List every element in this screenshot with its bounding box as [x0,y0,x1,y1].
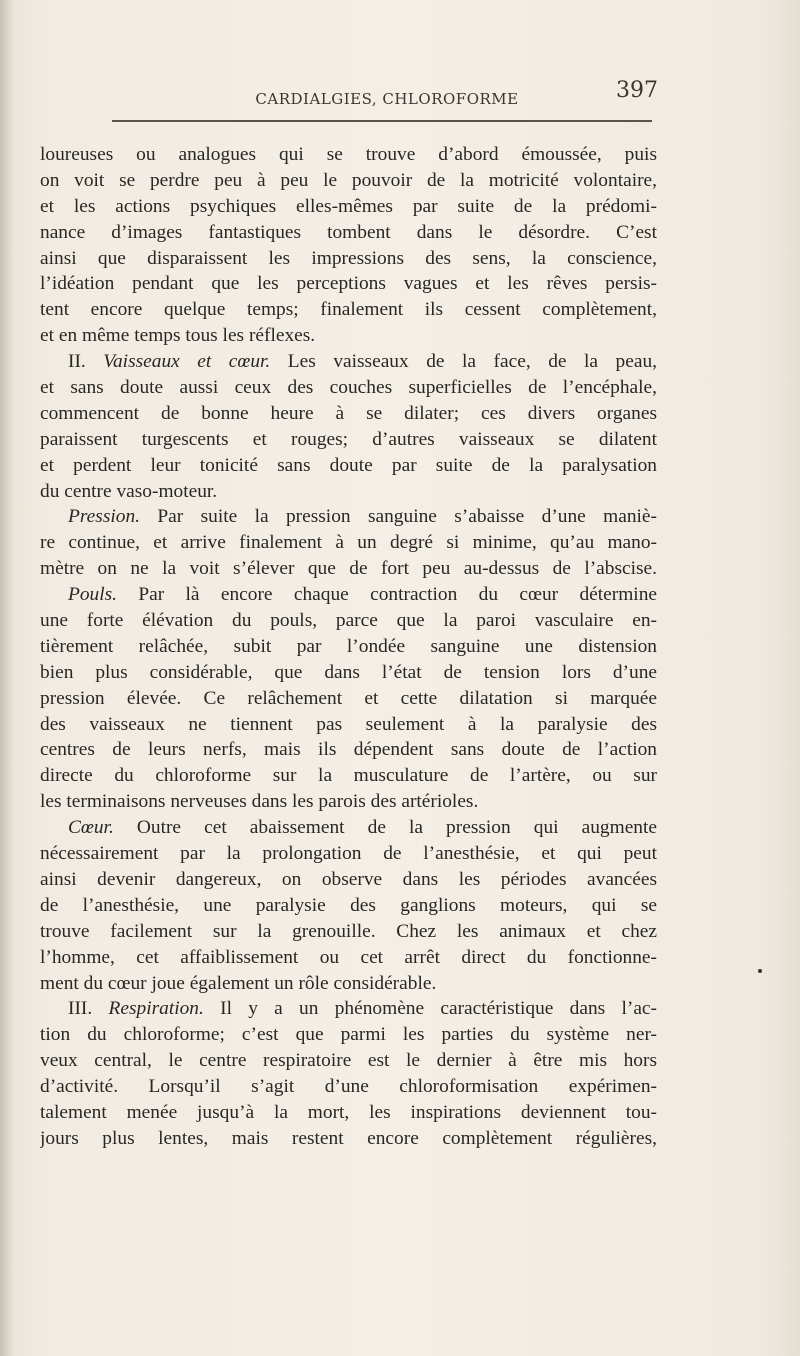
text-line: trouve facilement sur la grenouille. Chez les animaux et chez [40,920,657,942]
text-line: ment du cœur joue également un rôle considérable. [40,972,437,994]
text-line: tent encore quelque temps; finalement ils cessent complètement, [40,299,657,321]
text-line: nécessairement par la prolongation de l’anesthésie, et qui peut [40,843,657,865]
text-line: talement menée jusqu’à la mort, les inspirations deviennent tou- [40,1101,657,1123]
running-head: CARDIALGIES, CHLOROFORME [255,90,519,108]
page-number: 397 [616,78,658,103]
text-line: ainsi devenir dangereux, on observe dans les périodes avancées [40,868,657,890]
text-line: les terminaisons nerveuses dans les parois des artérioles. [40,791,479,813]
text-line: et sans doute aussi ceux des couches superficielles de l’encéphale, [40,377,657,399]
text-line: et en même temps tous les réflexes. [40,325,316,347]
subsection-title-italic: Pression. [68,506,140,528]
subsection-line: Cœur. Outre cet abaissement de la pression qui augmente [68,817,657,839]
text-line: bien plus considérable, que dans l’état de tension lors d’une [40,661,657,683]
text-line: et les actions psychiques elles-mêmes par suite de la prédomi- [40,195,657,217]
text-line: on voit se perdre peu à peu le pouvoir de la motricité volontaire, [40,169,657,191]
text-line: pression élevée. Ce relâchement et cette dilatation si marquée [40,687,657,709]
section-title-italic: Vaisseaux et cœur. [103,351,271,373]
text-line: ainsi que disparaissent les impressions des sens, la conscience, [40,247,657,269]
text-line: et perdent leur tonicité sans doute par suite de la paralysation [40,454,657,476]
body-text [40,142,657,1302]
text-line: l’idéation pendant que les perceptions vagues et les rêves persis- [40,273,657,295]
text-line: veux central, le centre respiratoire est le dernier à être mis hors [40,1050,657,1072]
text-line: d’activité. Lorsqu’il s’agit d’une chloroformisation expérimen- [40,1076,657,1098]
text-line: tièrement relâchée, subit par l’ondée sanguine une distension [40,635,657,657]
text-line: loureuses ou analogues qui se trouve d’abord émoussée, puis [40,144,657,165]
text-line: directe du chloroforme sur la musculature de l’artère, ou sur [40,765,657,787]
text-line: l’homme, cet affaiblissement ou cet arrêt direct du fonctionne- [40,946,657,968]
text-line: commencent de bonne heure à se dilater; ces divers organes [40,402,657,424]
margin-mark [758,969,762,973]
text-line: centres de leurs nerfs, mais ils dépendent sans doute de l’action [40,739,657,761]
subsection-title-italic: Cœur. [68,817,114,839]
subsection-line: Pression. Par suite la pression sanguine s’abaisse d’une maniè- [68,506,657,528]
section-heading-line: III. Respiration. Il y a un phénomène caractéristique dans l’ac- [68,998,657,1020]
header-rule [112,120,652,122]
text-line: des vaisseaux ne tiennent pas seulement à la paralysie des [40,713,657,735]
text-line: du centre vaso-moteur. [40,480,218,502]
page-gutter-shadow [0,0,14,1356]
subsection-line: Pouls. Par là encore chaque contraction du cœur détermine [68,584,657,606]
section-title-italic: Respiration. [108,998,204,1020]
text-line: re continue, et arrive finalement à un degré si minime, qu’au mano- [40,532,657,554]
text-line: tion du chloroforme; c’est que parmi les parties du système ner- [40,1024,657,1046]
text-line: une forte élévation du pouls, parce que la paroi vasculaire en- [40,610,657,632]
text-line: de l’anesthésie, une paralysie des ganglions moteurs, qui se [40,894,657,916]
text-line: paraissent turgescents et rouges; d’autres vaisseaux se dilatent [40,428,657,450]
text-line: mètre on ne la voit s’élever que de fort peu au-dessus de l’abscise. [40,558,657,580]
section-heading-line: II. Vaisseaux et cœur. Les vaisseaux de la face, de la peau, [68,351,657,373]
text-line: nance d’images fantastiques tombent dans le désordre. C’est [40,221,657,243]
text-line: jours plus lentes, mais restent encore complètement régulières, [40,1127,657,1149]
subsection-title-italic: Pouls. [68,584,118,606]
